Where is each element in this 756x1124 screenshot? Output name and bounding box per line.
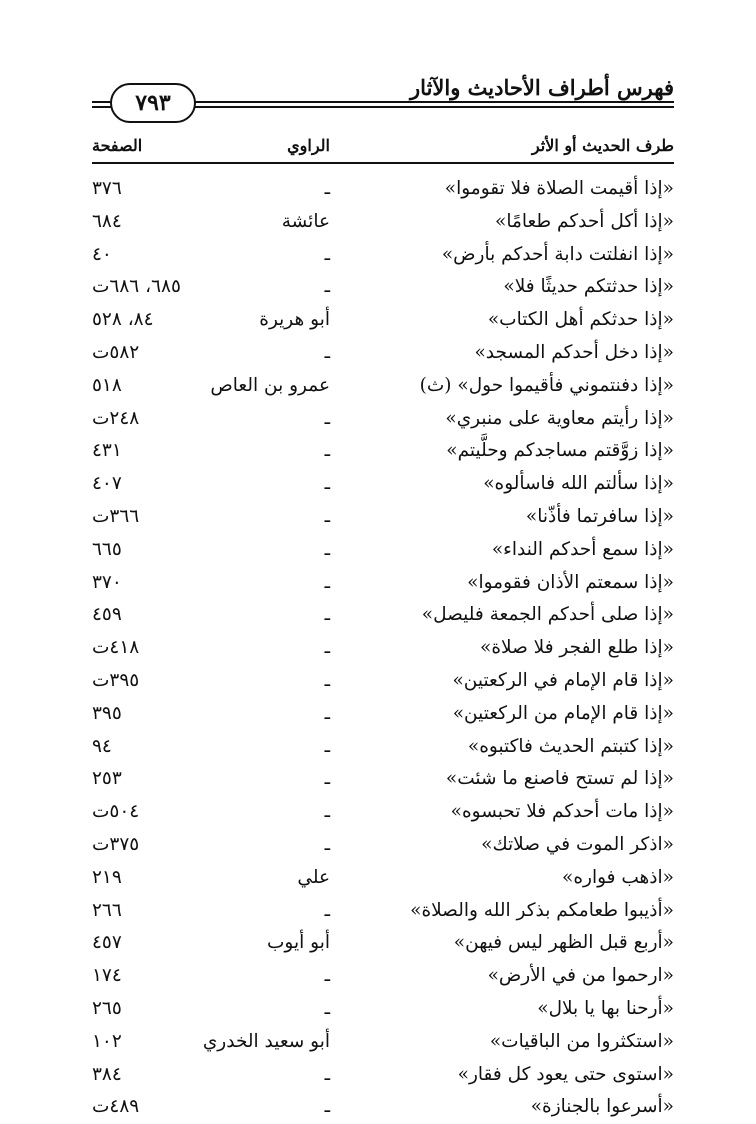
entry-narrator: ـ xyxy=(324,243,330,265)
entry-page: ٢٤٨ت xyxy=(92,407,140,429)
entry-narrator: ـ xyxy=(324,505,330,527)
index-entry xyxy=(0,665,756,698)
entry-text: «إذا انفلتت دابة أحدكم بأرض» xyxy=(441,243,674,265)
entry-page: ٤٨٩ت xyxy=(92,1096,140,1118)
entry-narrator: ـ xyxy=(324,669,330,691)
entry-text: «إذا دفنتموني فأقيموا حول» (ث) xyxy=(419,374,674,396)
entry-page: ٤٥٩ xyxy=(92,604,122,626)
entry-text: «إذا سمعتم الأذان فقوموا» xyxy=(467,571,674,593)
entry-page: ١٠٢ xyxy=(92,1030,122,1052)
index-entry xyxy=(0,534,756,567)
index-entry xyxy=(0,337,756,370)
column-header-narrator: الراوي xyxy=(287,136,330,155)
index-entry xyxy=(0,993,756,1026)
entry-page: ٣٨٤ xyxy=(92,1063,122,1085)
entry-narrator: ـ xyxy=(324,768,330,790)
index-entry xyxy=(0,895,756,928)
entry-text: «إذا سافرتما فأذّنا» xyxy=(525,505,674,527)
entry-page: ٤٥٧ xyxy=(92,932,122,954)
index-entry xyxy=(0,468,756,501)
index-entry xyxy=(0,271,756,304)
index-entry xyxy=(0,1091,756,1124)
index-entry xyxy=(0,763,756,796)
entry-text: «اذهب فواره» xyxy=(562,866,674,888)
entry-narrator: ـ xyxy=(324,276,330,298)
entry-text: «إذا سمع أحدكم النداء» xyxy=(491,538,674,560)
entry-narrator: ـ xyxy=(324,637,330,659)
index-entry xyxy=(0,796,756,829)
entry-page: ٥١٨ xyxy=(92,374,122,396)
entry-narrator: أبو أيوب xyxy=(267,932,330,954)
entry-narrator: ـ xyxy=(324,735,330,757)
header-underline xyxy=(92,162,674,164)
column-header-page: الصفحة xyxy=(92,136,143,155)
index-entries xyxy=(0,173,756,1124)
index-entry xyxy=(0,599,756,632)
entry-text: «أرحنا بها يا بلال» xyxy=(537,997,674,1019)
entry-page: ٤٣١ xyxy=(92,440,122,462)
entry-narrator: ـ xyxy=(324,833,330,855)
entry-text: «إذا طلع الفجر فلا صلاة» xyxy=(480,637,674,659)
index-entry xyxy=(0,1026,756,1059)
index-entry xyxy=(0,173,756,206)
entry-text: «إذا كتبتم الحديث فاكتبوه» xyxy=(467,735,674,757)
entry-narrator: ـ xyxy=(324,965,330,987)
entry-page: ٣٧٠ xyxy=(92,571,122,593)
entry-text: «إذا زوَّقتم مساجدكم وحلَّيتم» xyxy=(446,440,674,462)
entry-text: «أذيبوا طعامكم بذكر الله والصلاة» xyxy=(410,899,674,921)
index-entry xyxy=(0,731,756,764)
entry-text: «إذا قام الإمام من الركعتين» xyxy=(452,702,674,724)
page-number-badge: ٧٩٣ xyxy=(110,83,196,123)
entry-page: ٢٦٥ xyxy=(92,997,122,1019)
entry-narrator: ـ xyxy=(324,341,330,363)
index-entry xyxy=(0,403,756,436)
entry-text: «اذكر الموت في صلاتك» xyxy=(481,833,674,855)
entry-page: ٩٤ xyxy=(92,735,112,757)
entry-narrator: أبو سعيد الخدري xyxy=(202,1030,330,1052)
entry-page: ٢١٩ xyxy=(92,866,122,888)
entry-text: «إذا حدثتكم حديثًا فلا» xyxy=(503,276,674,298)
entry-page: ٣٧٥ت xyxy=(92,833,140,855)
entry-narrator: أبو هريرة xyxy=(259,309,330,331)
entry-narrator: عمرو بن العاص xyxy=(210,374,330,396)
index-entry xyxy=(0,960,756,993)
index-entry xyxy=(0,829,756,862)
index-entry xyxy=(0,698,756,731)
entry-page: ٦٨٥، ٦٨٦ت xyxy=(92,276,181,298)
entry-narrator: علي xyxy=(297,866,330,888)
index-entry xyxy=(0,567,756,600)
entry-text: «إذا حدثكم أهل الكتاب» xyxy=(487,309,674,331)
entry-page: ٢٥٣ xyxy=(92,768,122,790)
column-headers xyxy=(0,134,756,160)
entry-page: ٥٠٤ت xyxy=(92,801,140,823)
entry-narrator: ـ xyxy=(324,997,330,1019)
entry-text: «إذا صلى أحدكم الجمعة فليصل» xyxy=(421,604,674,626)
entry-page: ٤٠ xyxy=(92,243,112,265)
entry-text: «أربع قبل الظهر ليس فيهن» xyxy=(453,932,674,954)
entry-narrator: ـ xyxy=(324,801,330,823)
entry-page: ٥٨٢ت xyxy=(92,341,140,363)
entry-text: «إذا دخل أحدكم المسجد» xyxy=(474,341,674,363)
index-entry xyxy=(0,862,756,895)
entry-text: «استوى حتى يعود كل فقار» xyxy=(457,1063,674,1085)
index-entry xyxy=(0,370,756,403)
entry-narrator: ـ xyxy=(324,440,330,462)
entry-text: «أسرعوا بالجنازة» xyxy=(530,1096,674,1118)
entry-page: ٦٦٥ xyxy=(92,538,122,560)
index-entry xyxy=(0,304,756,337)
entry-narrator: ـ xyxy=(324,702,330,724)
entry-page: ٣٧٦ xyxy=(92,178,122,199)
entry-page: ٨٤، ٥٢٨ xyxy=(92,309,154,331)
entry-text: «إذا مات أحدكم فلا تحبسوه» xyxy=(450,801,674,823)
entry-page: ٢٦٦ xyxy=(92,899,122,921)
entry-text: «إذا لم تستح فاصنع ما شئت» xyxy=(445,768,674,790)
entry-text: «إذا قام الإمام في الركعتين» xyxy=(452,669,674,691)
entry-narrator: ـ xyxy=(324,407,330,429)
entry-narrator: ـ xyxy=(324,178,330,199)
entry-narrator: ـ xyxy=(324,1063,330,1085)
entry-page: ٣٩٥ت xyxy=(92,669,140,691)
index-entry xyxy=(0,927,756,960)
entry-text: «ارحموا من في الأرض» xyxy=(487,965,674,987)
entry-text: «إذا أقيمت الصلاة فلا تقوموا» xyxy=(444,178,674,199)
running-title: فهرس أطراف الأحاديث والآثار xyxy=(410,75,674,100)
entry-narrator: ـ xyxy=(324,604,330,626)
index-entry xyxy=(0,501,756,534)
index-entry xyxy=(0,632,756,665)
entry-page: ٦٨٤ xyxy=(92,210,122,232)
entry-narrator: ـ xyxy=(324,473,330,495)
entry-text: «استكثروا من الباقيات» xyxy=(489,1030,674,1052)
entry-narrator: ـ xyxy=(324,1096,330,1118)
column-header-text: طرف الحديث أو الأثر xyxy=(531,136,674,155)
entry-page: ٣٦٦ت xyxy=(92,505,140,527)
entry-text: «إذا رأيتم معاوية على منبري» xyxy=(445,407,674,429)
index-entry xyxy=(0,206,756,239)
index-entry xyxy=(0,435,756,468)
index-entry xyxy=(0,1059,756,1092)
entry-narrator: ـ xyxy=(324,538,330,560)
entry-text: «إذا أكل أحدكم طعامًا» xyxy=(495,210,674,232)
entry-narrator: عائشة xyxy=(281,210,330,232)
entry-text: «إذا سألتم الله فاسألوه» xyxy=(483,473,674,495)
entry-page: ٣٩٥ xyxy=(92,702,122,724)
entry-page: ١٧٤ xyxy=(92,965,122,987)
index-entry xyxy=(0,239,756,272)
entry-narrator: ـ xyxy=(324,571,330,593)
entry-narrator: ـ xyxy=(324,899,330,921)
entry-page: ٤٠٧ xyxy=(92,473,122,495)
entry-page: ٤١٨ت xyxy=(92,637,140,659)
